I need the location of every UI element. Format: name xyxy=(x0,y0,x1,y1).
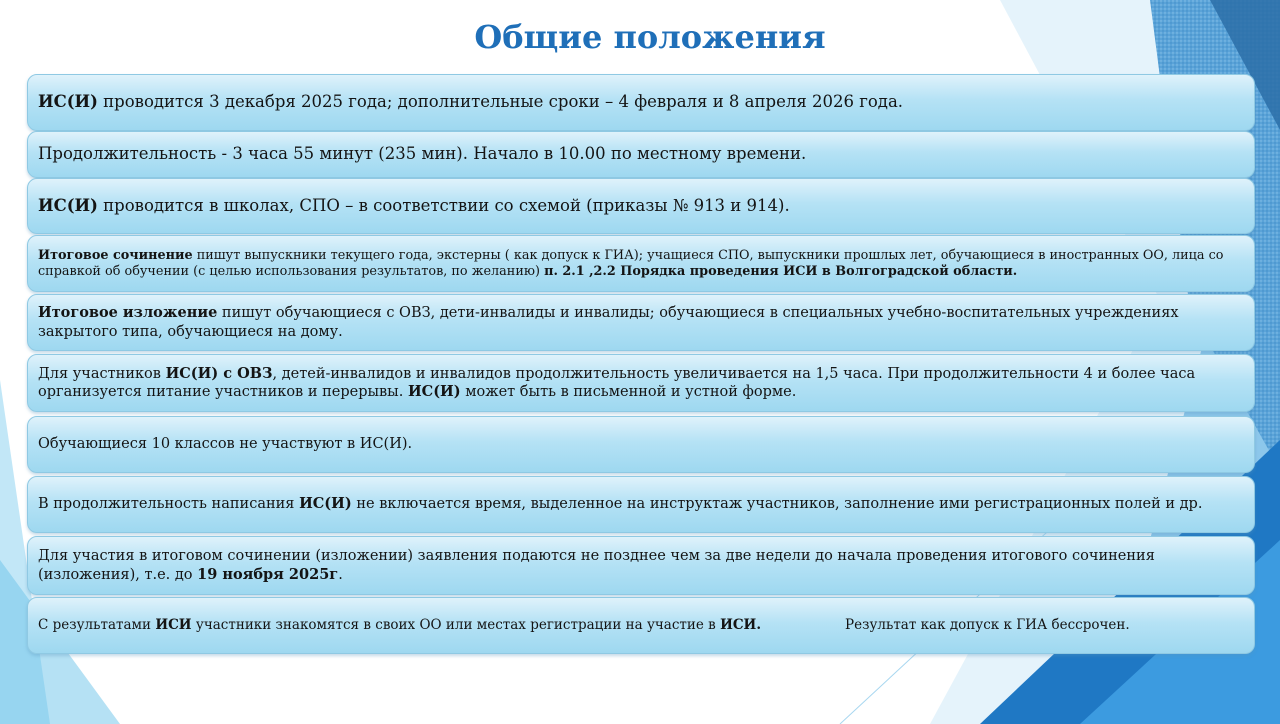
info-box-text xyxy=(38,92,1244,113)
info-box-special-needs xyxy=(27,354,1255,412)
page-title: Общие положения xyxy=(474,18,826,56)
info-box-text xyxy=(38,144,1244,165)
bold-text: Итоговое сочинение xyxy=(38,247,193,263)
bold-text: ИС(И) xyxy=(299,495,352,513)
bold-text: ИС(И) с ОВЗ xyxy=(165,364,273,382)
bold-text: ИС(И) xyxy=(407,383,461,400)
info-box-duration xyxy=(27,131,1255,178)
bold-text: 19 ноября 2025г xyxy=(197,565,339,583)
info-box-grade10 xyxy=(27,416,1255,473)
text-span: С результатами xyxy=(38,617,156,634)
info-box-text xyxy=(38,248,1244,280)
bold-text: ИС(И) xyxy=(38,92,98,112)
text-span: может быть в письменной и устной форме. xyxy=(460,384,797,400)
info-box-application-deadline xyxy=(27,536,1255,595)
info-box-essay-participants xyxy=(27,235,1255,292)
text-span: пишут обучающиеся с ОВЗ, дети-инвалиды и инвалиды; обучающиеся в специальных учебно-воспитательных учреждениях закрытого типа, обучающиеся на дому. xyxy=(38,305,1179,340)
text-span: Обучающиеся 10 классов не участвуют в ИС(И). xyxy=(38,436,413,453)
text-span: не включается время, выделенное на инструктаж участников, заполнение ими регистрационных полей и др. xyxy=(351,496,1203,513)
info-box-duration-exclusions xyxy=(27,476,1255,533)
text-span: пишут выпускники текущего года, экстерны ( как допуск к ГИА); учащиеся СПО, выпускники прошлых лет, обучающиеся в иностранных ОО, лица со справкой об обучении (с целью использования результатов, по желанию) xyxy=(38,247,1224,279)
text-span: проводится в школах, СПО – в соответствии со схемой (приказы № 913 и 914). xyxy=(97,195,790,215)
info-box-text xyxy=(38,196,1244,217)
text-span: Продолжительность - 3 часа 55 минут (235 мин). Начало в 10.00 по местному времени. xyxy=(38,144,807,164)
bold-text: ИС(И) xyxy=(38,195,98,215)
bold-text: п. 2.1 ,2.2 Порядка проведения ИСИ в Волгоградской области. xyxy=(544,263,1018,279)
info-box-text xyxy=(38,617,1244,634)
text-span: , детей-инвалидов и инвалидов продолжительность увеличивается на 1,5 часа. При продолжительности 4 и более часа организуется питание участников и перерывы. xyxy=(38,365,1196,400)
info-box-text xyxy=(38,365,1244,401)
info-box-text xyxy=(38,435,1244,453)
info-box-text xyxy=(38,304,1244,340)
info-box-presentation-participants xyxy=(27,294,1255,351)
text-span: В продолжительность написания xyxy=(38,496,300,513)
info-box-text xyxy=(38,495,1244,513)
text-span: проводится 3 декабря 2025 года; дополнительные сроки – 4 февраля и 8 апреля 2026 года. xyxy=(97,92,904,112)
text-span: Для участников xyxy=(38,365,166,382)
info-box-venue xyxy=(27,178,1255,234)
text-span: участники знакомятся в своих ОО или местах регистрации на участие в xyxy=(191,617,721,634)
info-box-results xyxy=(27,597,1255,654)
info-box-dates xyxy=(27,74,1255,131)
bold-text: ИСИ. xyxy=(720,617,762,634)
text-span: Результат как допуск к ГИА бессрочен. xyxy=(845,617,1130,634)
bold-text: Итоговое изложение xyxy=(38,304,218,322)
info-box-text xyxy=(38,547,1244,583)
text-span: Для участия в итоговом сочинении (изложении) заявления подаются не позднее чем за две недели до начала проведения итогового сочинения (изложения), т.е. до xyxy=(38,548,1155,583)
text-span: . xyxy=(338,566,343,583)
bold-text: ИСИ xyxy=(155,617,192,634)
